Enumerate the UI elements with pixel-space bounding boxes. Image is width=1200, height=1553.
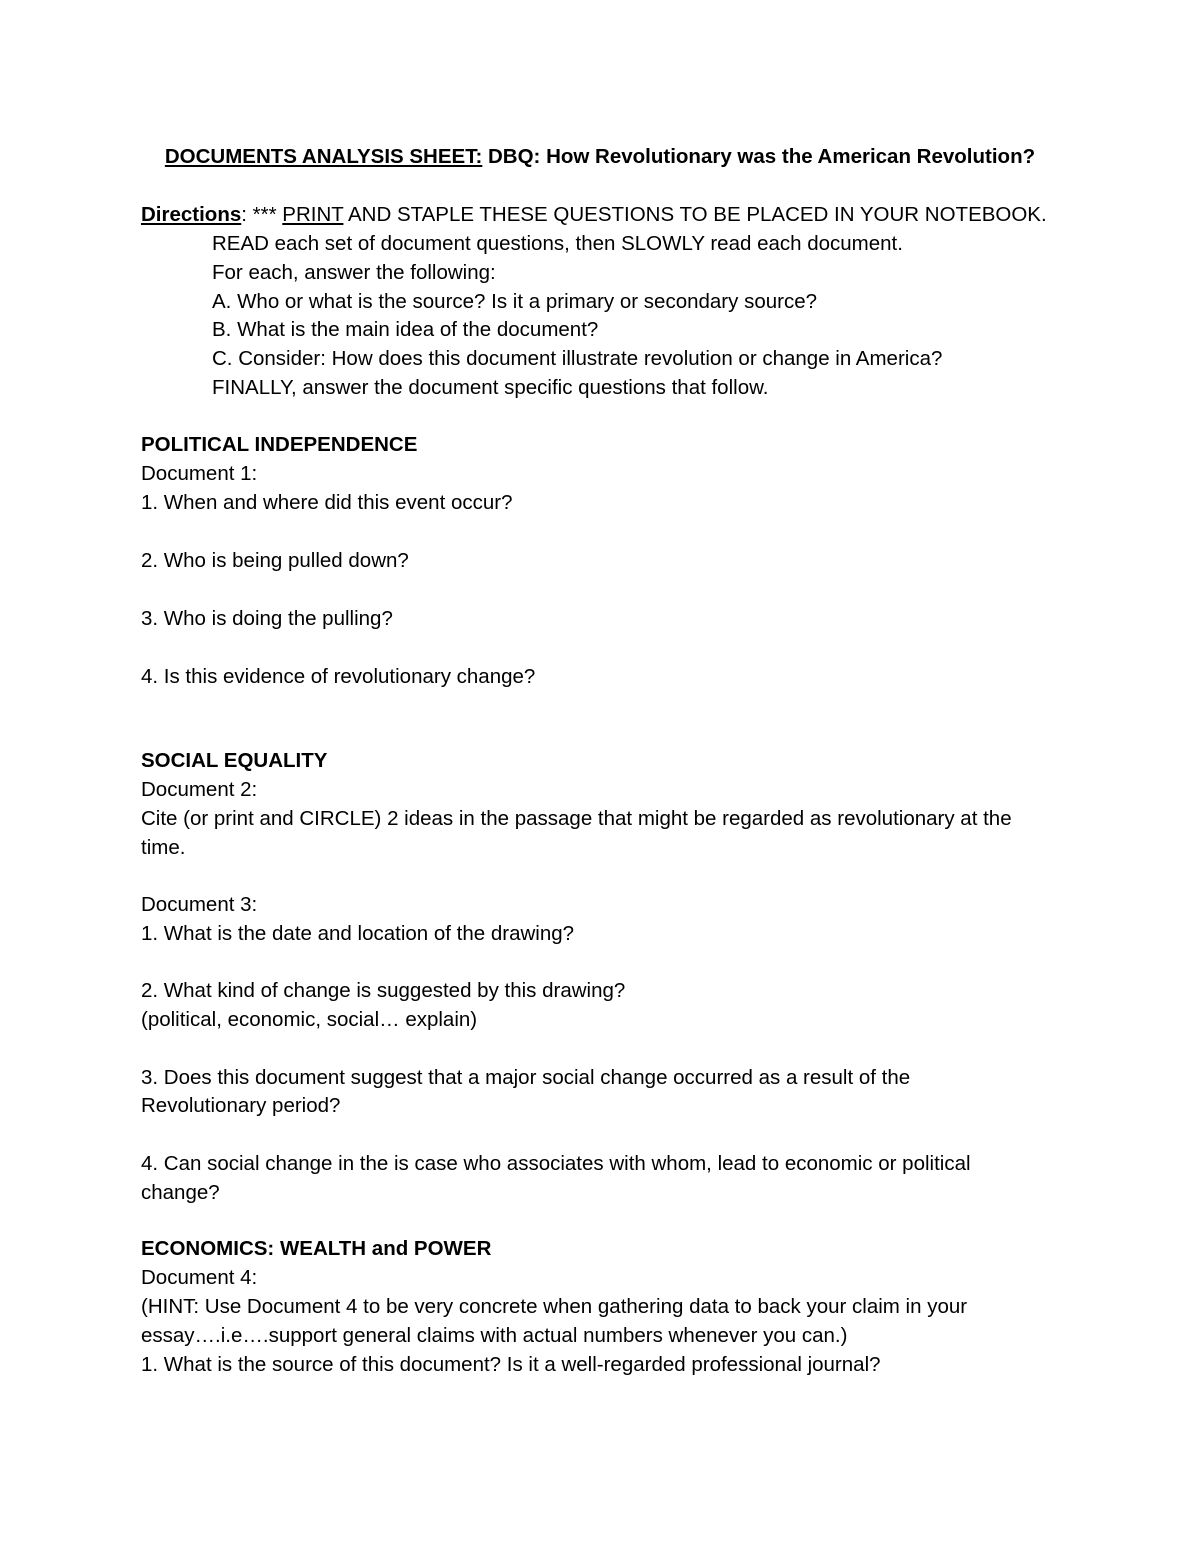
- question: 3. Who is doing the pulling?: [141, 607, 393, 630]
- question: 1. What is the source of this document? Is it a well-regarded professional journal?: [141, 1353, 881, 1376]
- question-continued: change?: [141, 1181, 220, 1204]
- directions-item: B. What is the main idea of the document?: [212, 318, 599, 341]
- title-rest: DBQ: How Revolutionary was the American Revolution?: [482, 145, 1036, 168]
- question: Cite (or print and CIRCLE) 2 ideas in the passage that might be regarded as revolutionary at the: [141, 807, 1012, 830]
- directions-item: C. Consider: How does this document illustrate revolution or change in America?: [212, 347, 943, 370]
- directions-print: PRINT: [282, 203, 344, 226]
- directions-label: Directions: [141, 203, 242, 226]
- directions-line: [141, 200, 1047, 229]
- directions-item: A. Who or what is the source? Is it a primary or secondary source?: [212, 290, 818, 313]
- question: 2. Who is being pulled down?: [141, 549, 409, 572]
- directions-item: READ each set of document questions, then SLOWLY read each document.: [212, 232, 903, 255]
- section-heading-political: POLITICAL INDEPENDENCE: [141, 433, 418, 456]
- directions-rest: AND STAPLE THESE QUESTIONS TO BE PLACED IN YOUR NOTEBOOK.: [343, 203, 1047, 226]
- document-label: Document 4:: [141, 1266, 258, 1289]
- directions-item: For each, answer the following:: [212, 261, 496, 284]
- question: 1. When and where did this event occur?: [141, 491, 513, 514]
- hint-text-continued: essay….i.e….support general claims with actual numbers whenever you can.): [141, 1324, 848, 1347]
- document-label: Document 3:: [141, 893, 258, 916]
- question: 1. What is the date and location of the drawing?: [141, 922, 575, 945]
- section-heading-social: SOCIAL EQUALITY: [141, 749, 328, 772]
- page-title: [0, 142, 1200, 171]
- section-heading-economics: ECONOMICS: WEALTH and POWER: [141, 1237, 492, 1260]
- directions-colon: : ***: [241, 203, 283, 226]
- document-label: Document 2:: [141, 778, 258, 801]
- title-prefix: DOCUMENTS ANALYSIS SHEET:: [164, 145, 483, 168]
- hint-text: (HINT: Use Document 4 to be very concrete when gathering data to back your claim in your: [141, 1295, 968, 1318]
- question-continued: (political, economic, social… explain): [141, 1008, 478, 1031]
- question: 4. Is this evidence of revolutionary change?: [141, 665, 536, 688]
- question-continued: Revolutionary period?: [141, 1094, 341, 1117]
- question: 2. What kind of change is suggested by this drawing?: [141, 979, 626, 1002]
- question-continued: time.: [141, 836, 186, 859]
- directions-item: FINALLY, answer the document specific questions that follow.: [212, 376, 769, 399]
- question: 4. Can social change in the is case who associates with whom, lead to economic or political: [141, 1152, 971, 1175]
- document-label: Document 1:: [141, 462, 258, 485]
- question: 3. Does this document suggest that a major social change occurred as a result of the: [141, 1066, 911, 1089]
